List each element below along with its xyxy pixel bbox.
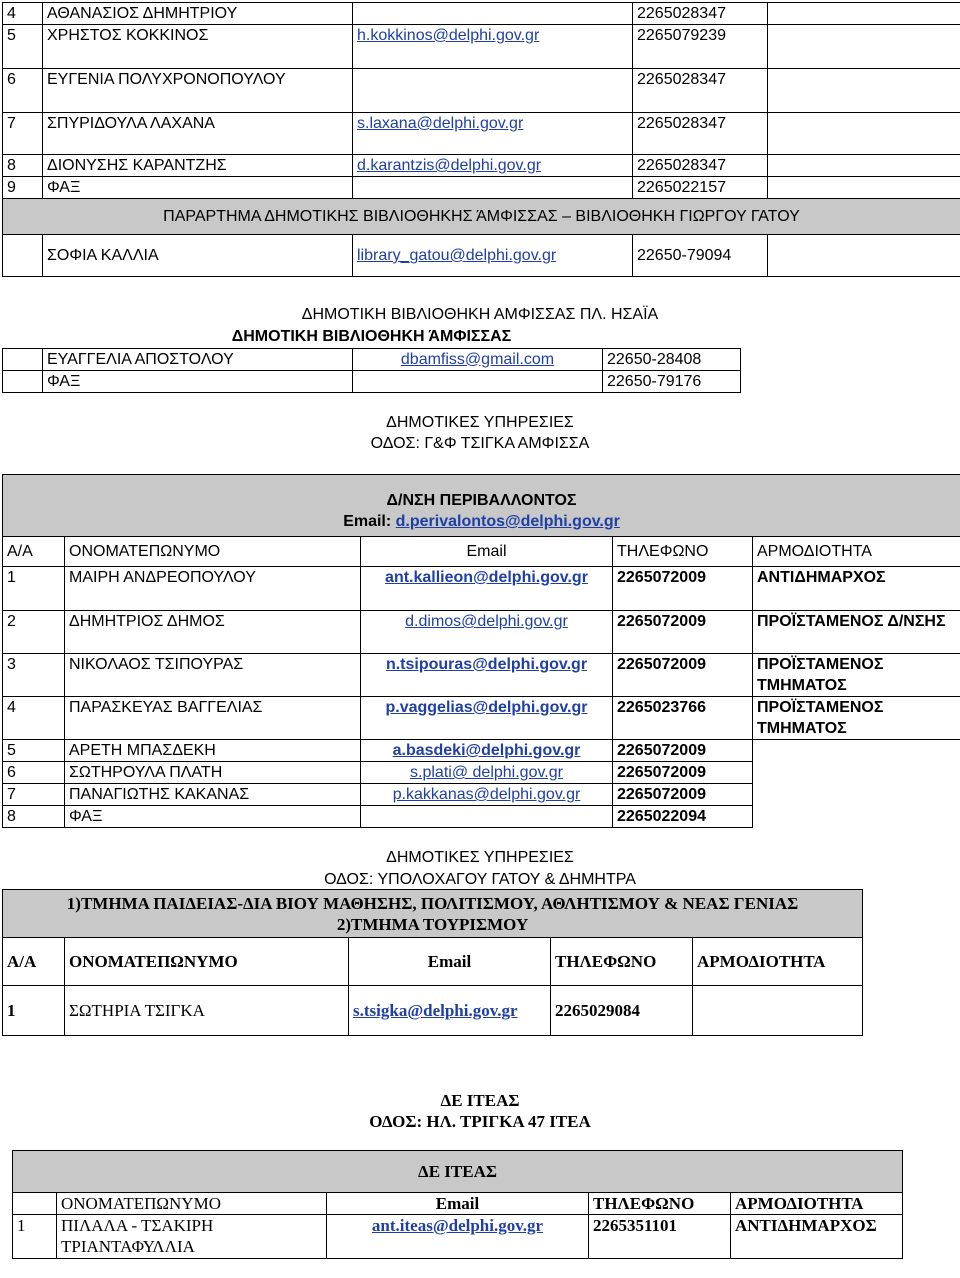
row-name: ΣΩΤΗΡΟΥΛΑ ΠΛΑΤΗ [65, 762, 361, 784]
row-phone: 2265028347 [633, 3, 768, 25]
row-phone: 2265072009 [613, 740, 753, 762]
row-name: ΦΑΞ [43, 370, 353, 392]
dept-email[interactable]: d.perivalontos@delphi.gov.gr [395, 513, 620, 530]
row-email[interactable] [353, 3, 633, 25]
header-name: ΟΝΟΜΑΤΕΠΩΝΥΜΟ [65, 938, 349, 986]
row-email[interactable]: d.karantzis@delphi.gov.gr [353, 155, 633, 177]
row-phone: 2265072009 [613, 654, 753, 697]
row-number: 1 [13, 1215, 57, 1259]
itea-table-header: ΔΕ ΙΤΕΑΣ [13, 1151, 903, 1193]
library-title: ΔΗΜΟΤΙΚΗ ΒΙΒΛΙΟΘΗΚΗ ΑΜΦΙΣΣΑΣ ΠΛ. ΗΣΑΪΑ [301, 306, 659, 323]
row-number: 1 [3, 567, 65, 611]
row-email[interactable]: h.kokkinos@delphi.gov.gr [353, 25, 633, 69]
row-name: ΝΙΚΟΛΑΟΣ ΤΣΙΠΟΥΡΑΣ [65, 654, 361, 697]
row-email[interactable]: ant.iteas@delphi.gov.gr [327, 1215, 589, 1259]
library-table-header: ΔΗΜΟΤΙΚΗ ΒΙΒΛΙΟΘΗΚΗ ΆΜΦΙΣΣΑΣ [3, 326, 741, 348]
row-phone: 2265072009 [613, 611, 753, 654]
row-name: ΠΑΝΑΓΙΩΤΗΣ ΚΑΚΑΝΑΣ [65, 784, 361, 806]
row-number: 5 [3, 740, 65, 762]
dept-name-2: 2)ΤΜΗΜΑ ΤΟΥΡΙΣΜΟΥ [336, 914, 529, 934]
table-row [3, 69, 960, 113]
row-email[interactable]: s.tsigka@delphi.gov.gr [349, 986, 551, 1036]
row-name: ΜΑΙΡΗ ΑΝΔΡΕΟΠΟΥΛΟΥ [65, 567, 361, 611]
header-aa: Α/Α [3, 938, 65, 986]
table-row [3, 654, 960, 697]
row-phone: 2265351101 [589, 1215, 731, 1259]
table-row [13, 1215, 903, 1259]
row-name: ΕΥΓΕΝΙΑ ΠΟΛΥΧΡΟΝΟΠΟΥΛΟΥ [43, 69, 353, 113]
header-phone: ΤΗΛΕΦΩΝΟ [589, 1193, 731, 1215]
row-name: ΠΙΛΑΛΑ - ΤΣΑΚΙΡΗ ΤΡΙΑΝΤΑΦΥΛΛΙΑ [57, 1215, 327, 1259]
services2-table [2, 889, 863, 1036]
dept-name: 1)ΤΜΗΜΑ ΠΑΙΔΕΙΑΣ-ΔΙΑ ΒΙΟΥ ΜΑΘΗΣΗΣ, ΠΟΛΙΤΙΣΜΟΥ, ΑΘΛΗΤΙΣΜΟΥ & ΝΕΑΣ ΓΕΝΙΑΣ [66, 893, 799, 913]
row-email[interactable]: library_gatou@delphi.gov.gr [353, 235, 633, 277]
row-number: 8 [3, 155, 43, 177]
row-phone: 2265079239 [633, 25, 768, 69]
row-number: 3 [3, 654, 65, 697]
row-number: 5 [3, 25, 43, 69]
row-email[interactable] [353, 69, 633, 113]
row-phone: 22650-28408 [603, 348, 741, 370]
row-email[interactable]: p.kakkanas@delphi.gov.gr [361, 784, 613, 806]
row-number: 2 [3, 611, 65, 654]
row-number: 6 [3, 69, 43, 113]
row-phone: 2265072009 [613, 784, 753, 806]
row-name: ΣΠΥΡΙΔΟΥΛΑ ΛΑΧΑΝΑ [43, 113, 353, 155]
table-row [3, 762, 960, 784]
table-row [3, 177, 960, 199]
row-phone: 2265029084 [551, 986, 693, 1036]
dept-header-row [3, 475, 960, 537]
header-email: Email [349, 938, 551, 986]
dept-email-label: Email: [343, 513, 396, 530]
row-name: ΔΙΟΝΥΣΗΣ ΚΑΡΑΝΤΖΗΣ [43, 155, 353, 177]
table-row [3, 806, 960, 828]
row-name: ΕΥΑΓΓΕΛΙΑ ΑΠΟΣΤΟΛΟΥ [43, 348, 353, 370]
table-header-row [3, 938, 863, 986]
table-row [3, 113, 960, 155]
table-header-row [13, 1193, 903, 1215]
row-name: ΠΑΡΑΣΚΕΥΑΣ ΒΑΓΓΕΛΙΑΣ [65, 697, 361, 740]
table-row [3, 3, 960, 25]
table-row [3, 370, 741, 392]
row-email[interactable]: d.dimos@delphi.gov.gr [361, 611, 613, 654]
header-name: ΟΝΟΜΑΤΕΠΩΝΥΜΟ [57, 1193, 327, 1215]
header-email: Email [361, 537, 613, 567]
row-name: ΑΡΕΤΗ ΜΠΑΣΔΕΚΗ [65, 740, 361, 762]
table-row [3, 986, 863, 1036]
table-row [3, 348, 741, 370]
services1-title: ΔΗΜΟΤΙΚΕΣ ΥΠΗΡΕΣΙΕΣ [386, 414, 574, 431]
table-row [3, 235, 960, 277]
header-name: ΟΝΟΜΑΤΕΠΩΝΥΜΟ [65, 537, 361, 567]
header-email: Email [327, 1193, 589, 1215]
services2-address: ΟΔΟΣ: ΥΠΟΛΟΧΑΓΟΥ ΓΑΤΟΥ & ΔΗΜΗΤΡΑ [324, 871, 636, 888]
header-role: ΑΡΜΟΔΙΟΤΗΤΑ [753, 537, 960, 567]
row-number: 6 [3, 762, 65, 784]
row-phone: 2265072009 [613, 762, 753, 784]
row-name: ΣΩΤΗΡΙΑ ΤΣΙΓΚΑ [65, 986, 349, 1036]
row-email[interactable]: n.tsipouras@delphi.gov.gr [361, 654, 613, 697]
row-number: 4 [3, 3, 43, 25]
header-aa: Α/Α [3, 537, 65, 567]
row-email[interactable]: a.basdeki@delphi.gov.gr [361, 740, 613, 762]
table-row [3, 567, 960, 611]
row-role: ΑΝΤΙΔΗΜΑΡΧΟΣ [731, 1215, 903, 1259]
row-phone: 22650-79176 [603, 370, 741, 392]
branch-header: ΠΑΡΑΡΤΗΜΑ ΔΗΜΟΤΙΚΗΣ ΒΙΒΛΙΟΘΗΚΗΣ ΆΜΦΙΣΣΑΣ – ΒΙΒΛΙΟΘΗΚΗ ΓΙΩΡΓΟΥ ΓΑΤΟΥ [3, 199, 960, 235]
row-number: 9 [3, 177, 43, 199]
itea-title: ΔΕ ΙΤΕΑΣ [440, 1091, 520, 1110]
dept-name: Δ/ΝΣΗ ΠΕΡΙΒΑΛΛΟΝΤΟΣ [386, 492, 577, 509]
table-row [3, 155, 960, 177]
row-phone: 2265023766 [613, 697, 753, 740]
row-role: ΑΝΤΙΔΗΜΑΡΧΟΣ [753, 567, 960, 611]
row-number: 7 [3, 113, 43, 155]
row-phone: 2265022094 [613, 806, 753, 828]
row-phone: 2265072009 [613, 567, 753, 611]
header-role: ΑΡΜΟΔΙΟΤΗΤΑ [693, 938, 863, 986]
row-email[interactable]: s.plati@ delphi.gov.gr [361, 762, 613, 784]
row-name: ΦΑΞ [43, 177, 353, 199]
table-row [3, 611, 960, 654]
row-role: ΠΡΟΪΣΤΑΜΕΝΟΣ ΤΜΗΜΑΤΟΣ [753, 697, 960, 740]
row-role: ΠΡΟΪΣΤΑΜΕΝΟΣ Δ/ΝΣΗΣ [753, 611, 960, 654]
row-email[interactable]: s.laxana@delphi.gov.gr [353, 113, 633, 155]
row-phone: 22650-79094 [633, 235, 768, 277]
row-name: ΔΗΜΗΤΡΙΟΣ ΔΗΜΟΣ [65, 611, 361, 654]
row-role: ΠΡΟΪΣΤΑΜΕΝΟΣ ΤΜΗΜΑΤΟΣ [753, 654, 960, 697]
services1-address: ΟΔΟΣ: Γ&Φ ΤΣΙΓΚΑ ΑΜΦΙΣΣΑ [370, 435, 590, 452]
header-phone: ΤΗΛΕΦΩΝΟ [613, 537, 753, 567]
table-row [3, 784, 960, 806]
row-email[interactable]: dbamfiss@gmail.com [353, 348, 603, 370]
row-phone: 2265028347 [633, 69, 768, 113]
table-row [3, 25, 960, 69]
row-email[interactable]: ant.kallieon@delphi.gov.gr [361, 567, 613, 611]
library-table [2, 326, 741, 393]
row-number: 7 [3, 784, 65, 806]
table-header-row [3, 537, 960, 567]
table-row [3, 740, 960, 762]
branch-header-row [3, 199, 960, 235]
header-role: ΑΡΜΟΔΙΟΤΗΤΑ [731, 1193, 903, 1215]
top-contacts-table [2, 2, 960, 277]
itea-table [12, 1150, 903, 1259]
row-name: ΧΡΗΣΤΟΣ ΚΟΚΚΙΝΟΣ [43, 25, 353, 69]
itea-address: ΟΔΟΣ: ΗΛ. ΤΡΙΓΚΑ 47 ΙΤΕΑ [369, 1112, 591, 1131]
row-email[interactable]: p.vaggelias@delphi.gov.gr [361, 697, 613, 740]
row-phone: 2265022157 [633, 177, 768, 199]
header-phone: ΤΗΛΕΦΩΝΟ [551, 938, 693, 986]
row-phone: 2265028347 [633, 155, 768, 177]
row-name: ΑΘΑΝΑΣΙΟΣ ΔΗΜΗΤΡΙΟΥ [43, 3, 353, 25]
row-number: 4 [3, 697, 65, 740]
dept-header-row [3, 890, 863, 938]
row-name: ΣΟΦΙΑ ΚΑΛΛΙΑ [43, 235, 353, 277]
row-number: 8 [3, 806, 65, 828]
row-number: 1 [3, 986, 65, 1036]
services1-table [2, 474, 960, 828]
table-row [3, 697, 960, 740]
itea-header-row [13, 1151, 903, 1193]
row-phone: 2265028347 [633, 113, 768, 155]
row-name: ΦΑΞ [65, 806, 361, 828]
services2-title: ΔΗΜΟΤΙΚΕΣ ΥΠΗΡΕΣΙΕΣ [386, 849, 574, 866]
